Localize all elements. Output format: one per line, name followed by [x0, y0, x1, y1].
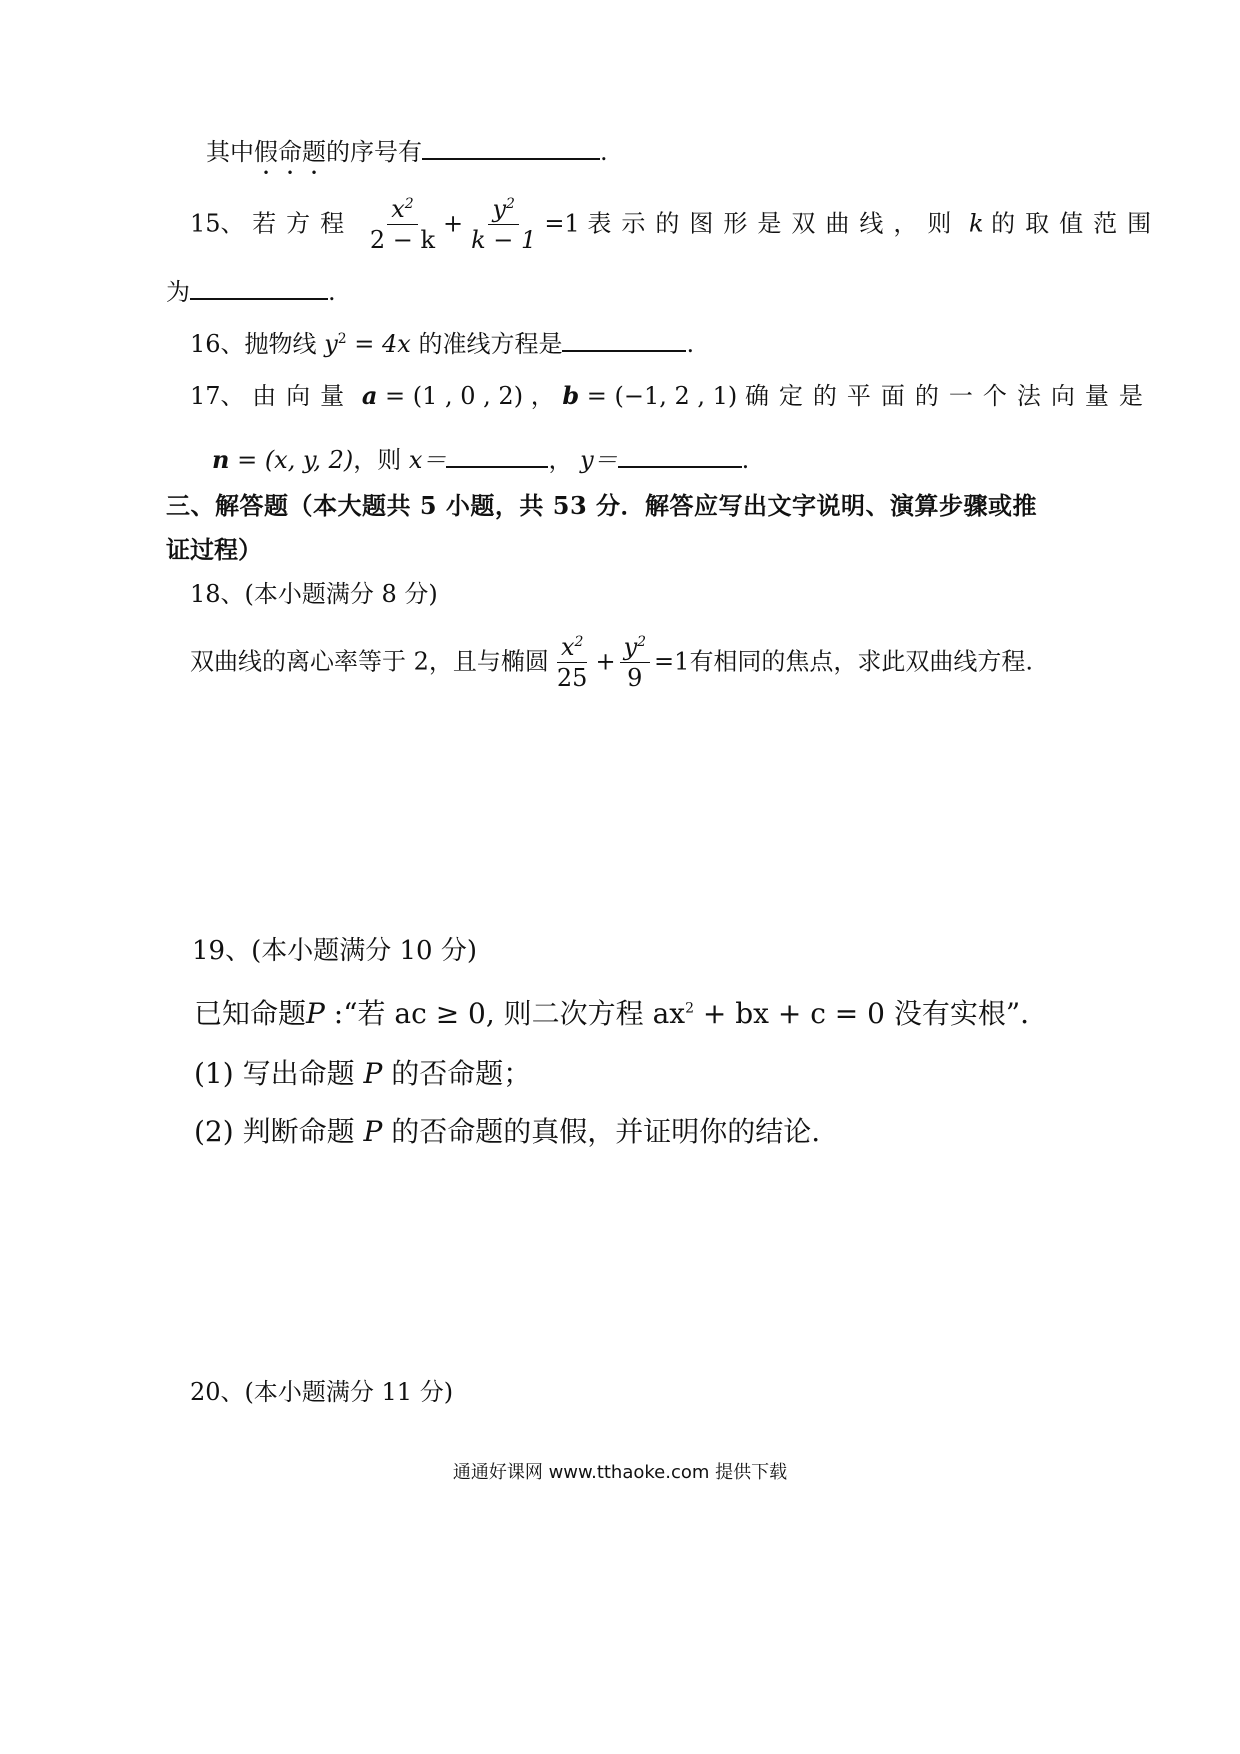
question-18: 双曲线的离心率等于 2，且与椭圆 $\frac{x^2}{25}$ + $\frac{y^2}{9}$ =1有相同的焦点，求此双曲线方程. [190, 633, 1034, 693]
question-18-header: 18、(本小题满分 8 分) [190, 580, 438, 608]
question-19: 已知命题P :“若 ac ≥ 0, 则二次方程 $ax^2$ + bx + c = 0 没有实根”． [194, 997, 1049, 1030]
question-15-line2: 为 . [166, 278, 336, 306]
emphasis-text: 假命题 [254, 138, 326, 166]
page-footer: 通通好课网 www.tthaoke.com 提供下载 [452, 1462, 788, 1483]
question-19-item-2: (2) 判断命题 P 的否命题的真假，并证明你的结论. [194, 1115, 821, 1148]
answer-blank-y[interactable] [618, 444, 742, 468]
fraction: $\frac{y^2}{k - 1}$ [471, 195, 537, 255]
answer-blank[interactable] [422, 136, 600, 160]
section-heading: 三、解答题（本大题共 5 小题，共 53 分．解答应写出文字说明、演算步骤或推 [166, 491, 1038, 520]
question-16: 16、抛物线 $y^2 = 4x$ 的准线方程是 . [190, 330, 695, 358]
question-17-line2: n = (x, y, 2)，则 x＝ ， y＝ . [212, 445, 750, 474]
question-20-header: 20、(本小题满分 11 分) [190, 1378, 454, 1406]
fraction: $\frac{y^2}{9}$ [620, 634, 650, 692]
question-17: 17、 由向量 a = (1 , 0 , 2) ， b = (−1, 2 , 1) 确定的平面的一个法向量是 [190, 381, 1153, 410]
question-number: 15、 [190, 209, 245, 238]
question-19-item-1: (1) 写出命题 P 的否命题； [194, 1057, 532, 1090]
fraction: $\frac{x^2}{25}$ [556, 633, 588, 693]
question-number: 17、 [190, 382, 245, 410]
answer-blank[interactable] [562, 328, 686, 352]
question-number: 16、 [190, 330, 245, 358]
question-19-header: 19、(本小题满分 10 分) [192, 936, 477, 966]
fraction: $\frac{x^2}{2 - k}$ [369, 195, 436, 255]
section-heading-line2: 证过程） [166, 535, 262, 564]
answer-blank[interactable] [190, 276, 328, 300]
q14-tail: 其中假命题的序号有 . [206, 138, 608, 166]
question-15: 15、 若方程 $\frac{x^2}{2 - k}$ + $\frac{y^2}{k - 1}$ =1 表示的图形是双曲线，则 k 的取值范围 [190, 195, 1162, 255]
answer-blank-x[interactable] [446, 444, 548, 468]
